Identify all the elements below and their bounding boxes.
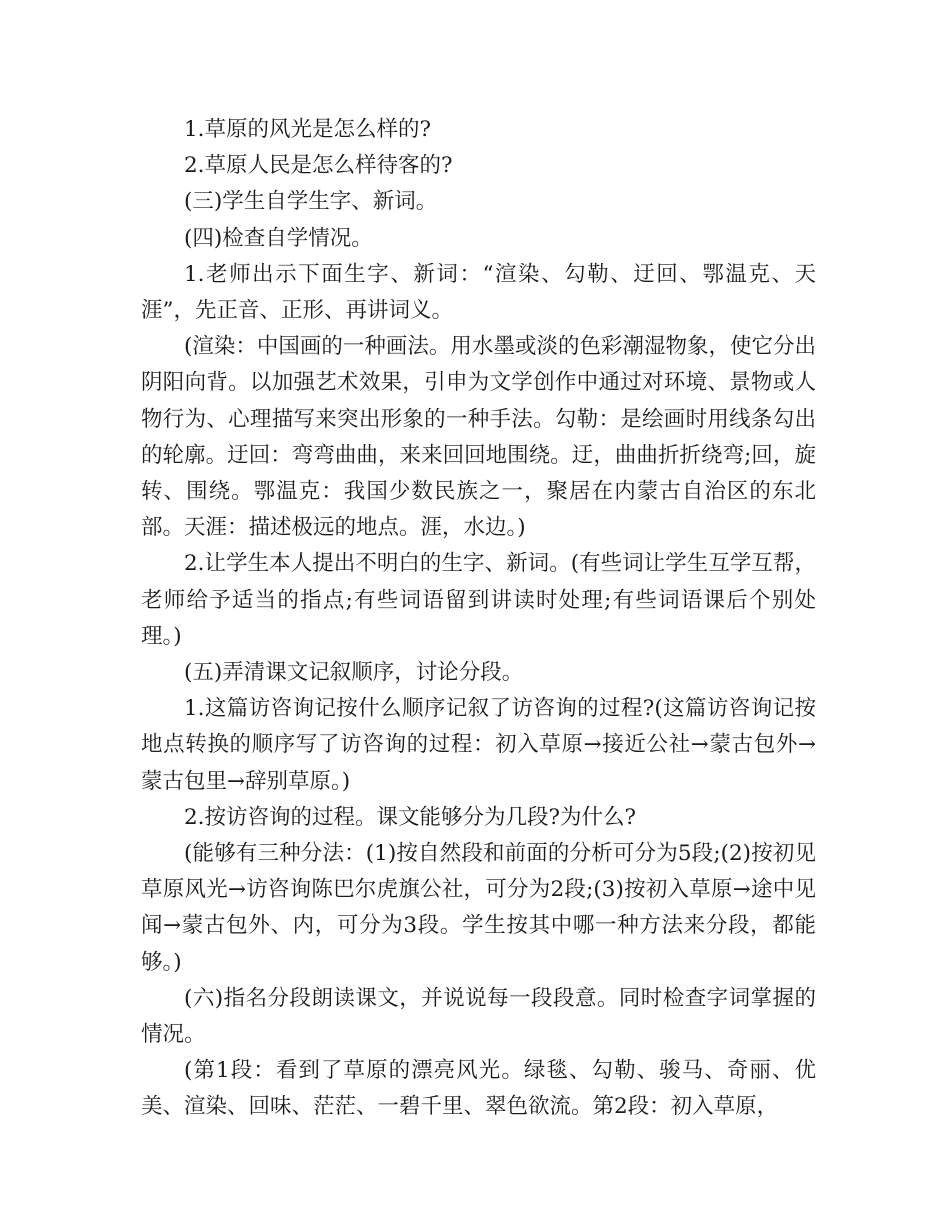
question-1: 1.草原的风光是怎么样的? xyxy=(184,117,432,142)
paragraph-student-questions: 2.让学生本人提出不明白的生字、新词。(有些词让学生互学互帮，老师给予适当的指点;有些词语留到讲读时处理;有些词语课后个别处理。) xyxy=(141,551,816,649)
paragraph-segment-question: 2.按访咨询的过程。课文能够分为几段?为什么? xyxy=(184,804,637,830)
question-2: 2.草原人民是怎么样待客的? xyxy=(184,153,453,179)
section-heading-5: (五)弄清课文记叙顺序，讨论分段。 xyxy=(184,660,524,686)
section-heading-3: (三)学生自学生字、新词。 xyxy=(184,189,438,215)
paragraph-segment-summary: (第1段：看到了草原的漂亮风光。绿毯、勾勒、骏马、奇丽、优美、渲染、回味、茫茫、一碧千里、翠色欲流。第2段：初入草原， xyxy=(141,1058,816,1120)
section-heading-6: (六)指名分段朗读课文，并说说每一段段意。同时检查字词掌握的情况。 xyxy=(141,985,816,1048)
paragraph-segment-methods: (能够有三种分法：(1)按自然段和前面的分析可分为5段;(2)按初见草原风光→访咨询陈巴尔虎旗公社，可分为2段;(3)按初入草原→途中见闻→蒙古包外、内，可分为3段。学生按其中哪一种方法来分段，都能够。) xyxy=(141,841,816,975)
section-heading-4: (四)检查自学情况。 xyxy=(184,225,373,251)
paragraph-new-words: 1.老师出示下面生字、新词：“渲染、勾勒、迂回、鄂温克、天涯”，先正音、正形、再讲词义。 xyxy=(141,261,816,324)
document-body xyxy=(141,112,816,1126)
paragraph-word-definitions: (渲染：中国画的一种画法。用水墨或淡的色彩潮湿物象，使它分出阴阳向背。以加强艺术效果，引申为文学创作中通过对环境、景物或人物行为、心理描写来突出形象的一种手法。勾勒：是绘画时用线条勾出的轮廓。迂回：弯弯曲曲，来来回回地围绕。迂，曲曲折折绕弯;回，旋转、围绕。鄂温克：我国少数民族之一，聚居在内蒙古自治区的东北部。天涯：描述极远的地点。涯，水边。) xyxy=(141,334,816,541)
paragraph-narrative-order: 1.这篇访咨询记按什么顺序记叙了访咨询的过程?(这篇访咨询记按地点转换的顺序写了访咨询的过程：初入草原→接近公社→蒙古包外→蒙古包里→辞别草原。) xyxy=(141,696,816,794)
